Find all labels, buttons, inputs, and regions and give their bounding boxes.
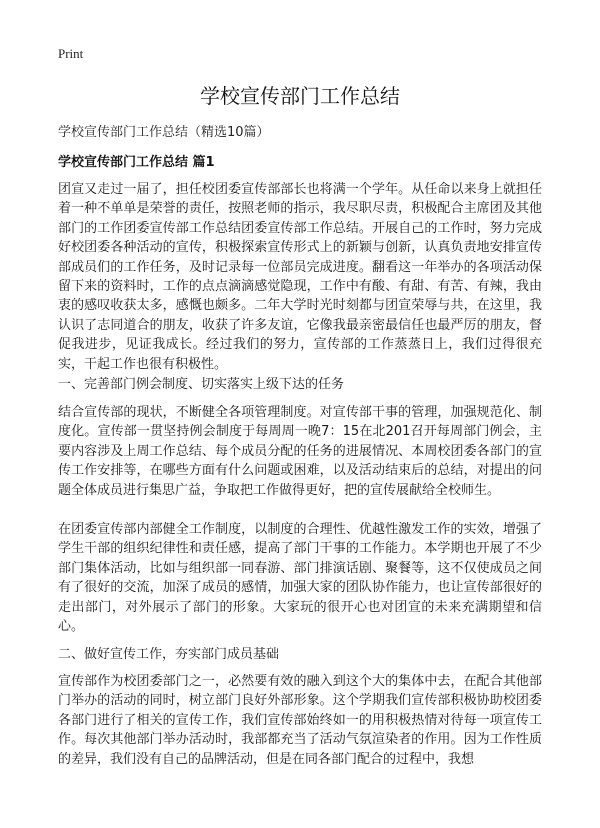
- document-subtitle: 学校宣传部门工作总结（精选10篇）: [58, 125, 270, 140]
- paragraph-3: 在团委宣传部内部健全工作制度，以制度的合理性、优越性激发工作的实效，增强了学生干部的组织纪律性和责任感，提高了部门干事的工作能力。本学期也开展了不少部门集体活动，比如与组织部一同春游、部门排演话剧、聚餐等，这不仅使成员之间有了很好的交流，加深了成员的感情，加强大家的团队协作能力，也让宣传部很好的走出部门，对外展示了部门的形象。大家玩的很开心也对团宣的未来充满期望和信心。: [58, 522, 542, 635]
- paragraph-2: 结合宣传部的现状，不断健全各项管理制度。对宣传部干事的管理，加强规范化、制度化。宣传部一贯坚持例会制度于每周周一晚7：15在北201召开每周部门例会，主要内容涉及上周工作总结、每个成员分配的任务的进展情况、本周校团委各部门的宣传工作安排等，在哪些方面有什么问题或困难，以及活动结束后的总结，对提出的问题全体成员进行集思广益，争取把工作做得更好，把的宣传展献给全校师生。: [58, 405, 542, 498]
- paragraph-1: 团宣又走过一届了，担任校团委宣传部部长也将满一个学年。从任命以来身上就担任着一种不单单是荣誉的责任，按照老师的指示，我尽职尽责，积极配合主席团及其他部门的工作团委宣传部工作总结团委宣传部工作总结。开展自己的工作时，努力完成好校团委各种活动的宣传，积极探索宣传形式上的新颖与创新，认真负责地安排宣传部成员们的工作任务，及时记录每一位部员完成进度。翻看这一年举办的各项活动保留下来的资料时，工作的点点滴滴感觉隐现，工作中有酸、有甜、有苦、有辣，我由衷的感叹收获太多，感慨也颇多。二年大学时光时刻都与团宣荣辱与共，在这里，我认识了志同道合的朋友，收获了许多友谊，它像我最亲密最信任也最严厉的朋友，督促我进步，见证我成长。经过我们的努力，宣传部的工作蒸蒸日上，我们过得很充实，干起工作也很有积极性。: [58, 182, 542, 372]
- paragraph-4: 宣传部作为校团委部门之一，必然要有效的融入到这个大的集体中去，在配合其他部门举办的活动的同时，树立部门良好外部形象。这个学期我们宣传部积极协助校团委各部门进行了相关的宣传工作，我们宣传部始终如一的用积极热情对待每一项宣传工作。每次其他部门举办活动时，我部都充当了活动气氛渲染者的作用。因为工作性质的差异，我们没有自己的品牌活动，但是在同各部门配合的过程中，我想: [58, 674, 542, 767]
- subheading-1: 一、完善部门例会制度、切实落实上级下达的任务: [58, 377, 345, 392]
- print-label: Print: [58, 46, 84, 61]
- document-title: 学校宣传部门工作总结: [200, 84, 400, 108]
- section-heading: 学校宣传部门工作总结 篇1: [58, 155, 215, 170]
- subheading-2: 二、做好宣传工作，夯实部门成员基础: [58, 647, 280, 662]
